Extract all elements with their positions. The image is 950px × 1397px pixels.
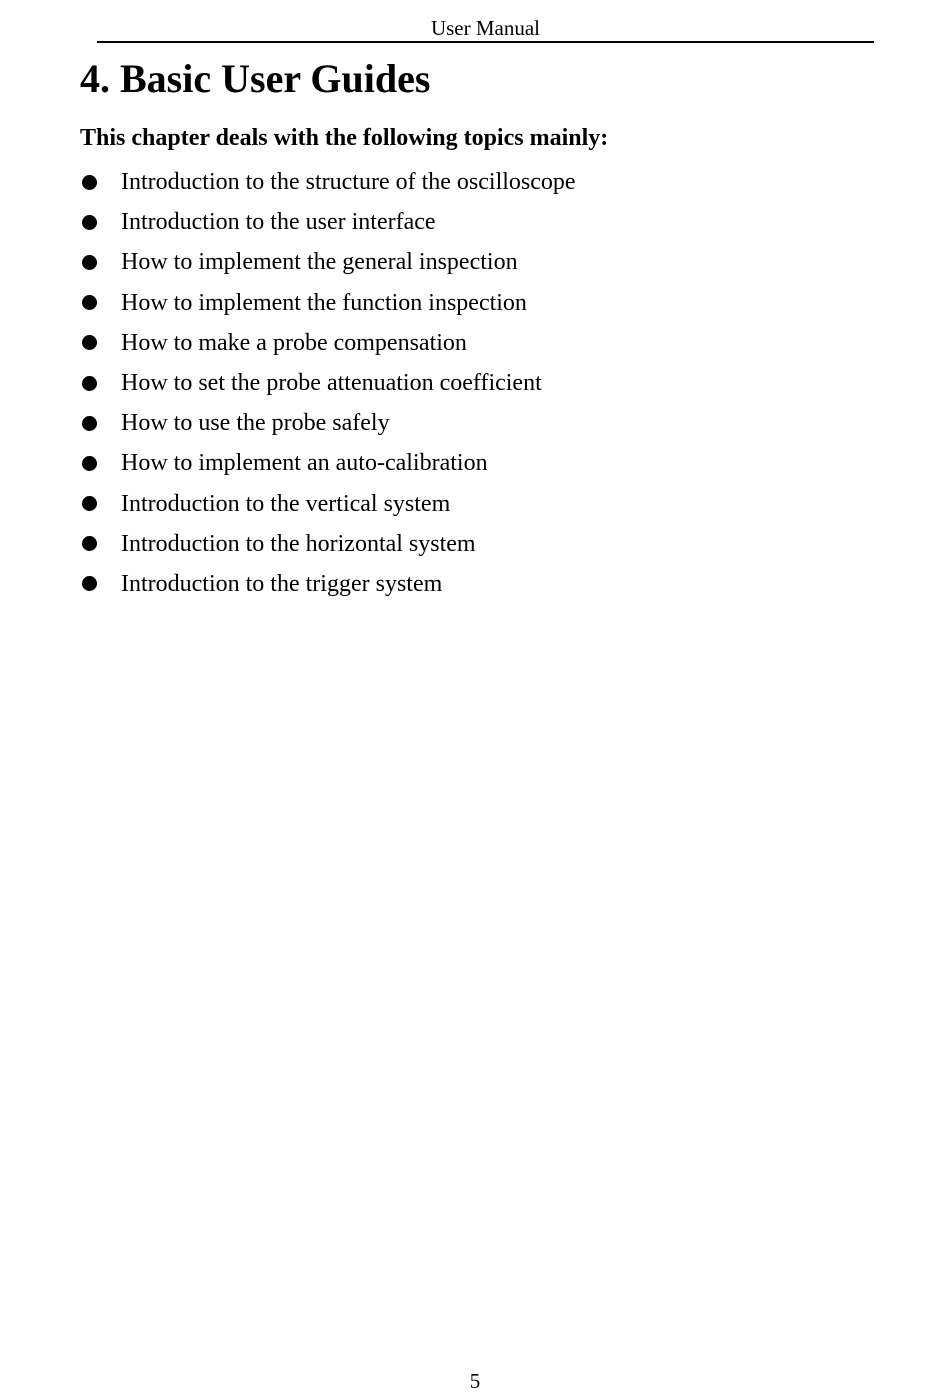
list-item [80,242,576,282]
list-item [80,323,576,363]
list-item-label: How to use the probe safely [121,410,390,437]
list-item-label: How to set the probe attenuation coefficient [121,370,542,397]
list-item-label: How to implement the function inspection [121,289,527,316]
list-item [80,283,576,323]
bullet-dot-icon [82,496,97,511]
list-item-label: Introduction to the vertical system [121,490,451,517]
list-item [80,202,576,242]
bullet-dot-icon [82,255,97,270]
list-item [80,443,576,483]
bullet-dot-icon [82,576,97,591]
bullet-dot-icon [82,456,97,471]
list-item [80,403,576,443]
bullet-dot-icon [82,376,97,391]
list-item [80,363,576,403]
running-header [97,16,874,43]
bullet-dot-icon [82,416,97,431]
running-header-title: User Manual [430,16,541,40]
list-item-label: Introduction to the horizontal system [121,530,476,557]
list-item-label: Introduction to the trigger system [121,570,443,597]
chapter-intro: This chapter deals with the following topics mainly: [80,125,609,151]
bullet-dot-icon [82,536,97,551]
bullet-dot-icon [82,295,97,310]
list-item [80,524,576,564]
list-item-label: How to make a probe compensation [121,329,467,356]
bullet-dot-icon [82,335,97,350]
list-item-label: Introduction to the structure of the oscilloscope [121,169,576,196]
list-item-label: How to implement an auto-calibration [121,450,488,477]
list-item [80,162,576,202]
topic-list [80,162,576,604]
page-number: 5 [469,1369,481,1393]
list-item-label: How to implement the general inspection [121,249,518,276]
list-item [80,484,576,524]
bullet-dot-icon [82,175,97,190]
list-item-label: Introduction to the user interface [121,209,436,236]
chapter-title: 4. Basic User Guides [80,56,431,101]
list-item [80,564,576,604]
bullet-dot-icon [82,215,97,230]
